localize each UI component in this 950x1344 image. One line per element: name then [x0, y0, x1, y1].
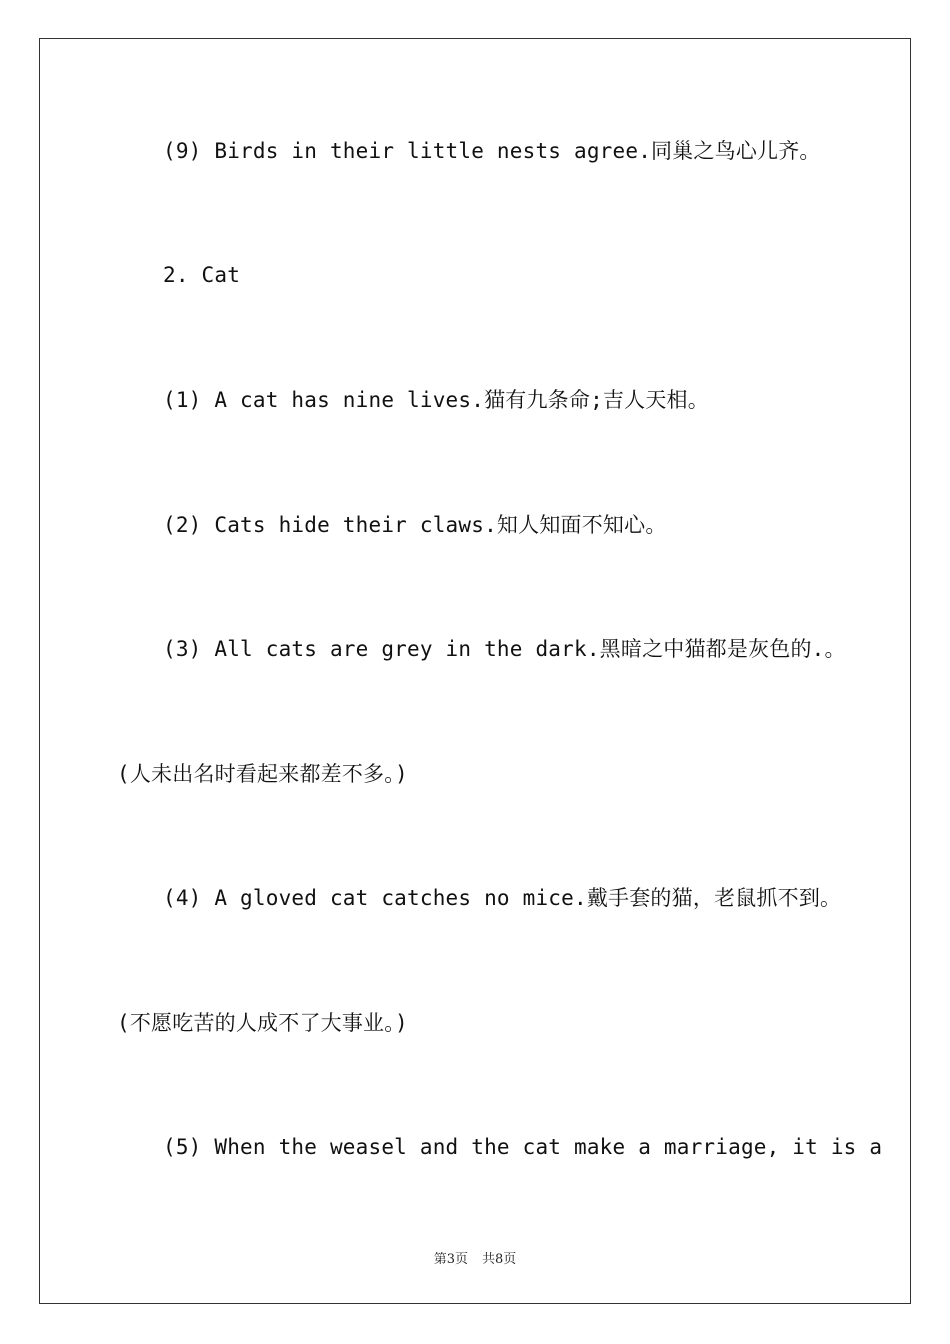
proverb-line-4-note: (不愿吃苦的人成不了大事业。)	[117, 1011, 408, 1035]
proverb-line-9: (9) Birds in their little nests agree.同巢之鸟心儿齐。	[163, 139, 821, 163]
proverb-line-3-note: (人未出名时看起来都差不多。)	[117, 762, 408, 786]
proverb-line-3: (3) All cats are grey in the dark.黑暗之中猫都是灰色的.。	[163, 637, 846, 661]
page-total: 共8页	[482, 1252, 517, 1267]
proverb-line-4: (4) A gloved cat catches no mice.戴手套的猫，老鼠抓不到。	[163, 886, 842, 910]
section-heading-cat: 2. Cat	[163, 263, 241, 287]
proverb-line-5: (5) When the weasel and the cat make a marriage, it is a	[163, 1135, 883, 1159]
page-number: 第3页	[433, 1252, 468, 1267]
proverb-line-2: (2) Cats hide their claws.知人知面不知心。	[163, 513, 667, 537]
page-footer	[0, 1248, 950, 1267]
page-frame	[39, 38, 911, 1304]
proverb-line-1: (1) A cat has nine lives.猫有九条命;吉人天相。	[163, 388, 709, 412]
